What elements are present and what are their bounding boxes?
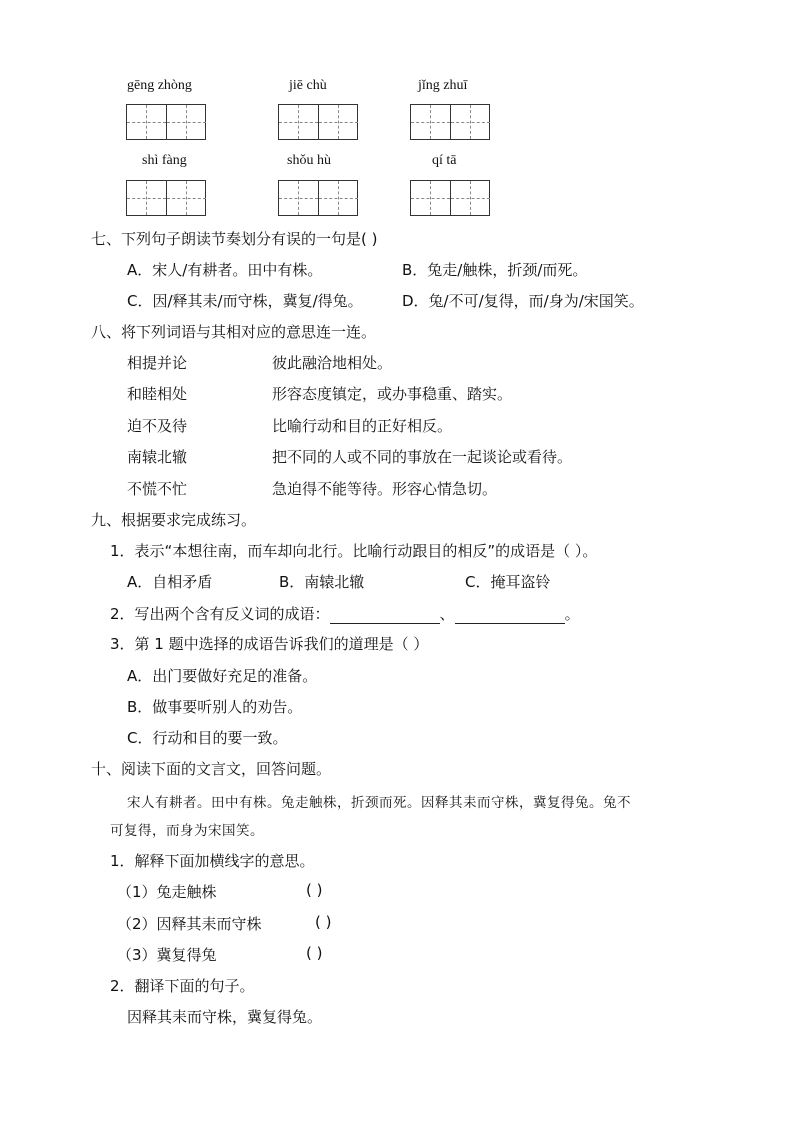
sub-question-2 — [110, 603, 580, 624]
question-title: 八、将下列词语与其相对应的意思连一连。 — [91, 323, 377, 341]
idiom-word[interactable]: 迫不及待 — [127, 417, 188, 435]
answer-paren[interactable]: ( ) — [315, 913, 332, 931]
idiom-word[interactable]: 和睦相处 — [127, 385, 188, 403]
idiom-meaning[interactable]: 急迫得不能等待。形容心情急切。 — [272, 480, 498, 498]
pinyin-label: jǐng zhuī — [418, 78, 468, 93]
answer-paren[interactable]: ( ) — [306, 944, 323, 962]
idiom-meaning[interactable]: 形容态度镇定，或办事稳重、踏实。 — [272, 385, 513, 403]
idiom-word[interactable]: 相提并论 — [127, 354, 188, 372]
idiom-meaning[interactable]: 比喻行动和目的正好相反。 — [272, 417, 453, 435]
answer-blank[interactable] — [330, 609, 440, 624]
option: C．掩耳盗铃 — [465, 573, 551, 591]
idiom-meaning[interactable]: 彼此融洽地相处。 — [272, 354, 393, 372]
pinyin-label: gēng zhòng — [127, 78, 192, 93]
idiom-word[interactable]: 南辕北辙 — [127, 448, 188, 466]
question-title: 十、阅读下面的文言文，回答问题。 — [91, 760, 332, 778]
sub-question-2-text: 2．写出两个含有反义词的成语： — [110, 605, 330, 623]
pinyin-label: qí tā — [432, 153, 457, 168]
option: C．行动和目的要一致。 — [127, 729, 288, 747]
idiom-word[interactable]: 不慌不忙 — [127, 480, 188, 498]
pinyin-label: shǒu hù — [287, 153, 331, 168]
sub-question-2: 2．翻译下面的句子。 — [110, 977, 255, 995]
option: B．做事要听别人的劝告。 — [127, 698, 303, 716]
item-label: （3）冀复得兔 — [117, 946, 217, 964]
option: B．兔走/触株，折颈/而死。 — [402, 261, 588, 279]
option: A．宋人/有耕者。田中有株。 — [127, 261, 323, 279]
question-title: 七、下列句子朗读节奏划分有误的一句是( ) — [91, 230, 378, 248]
item-label: （1）兔走触株 — [117, 883, 217, 901]
sub-question-1: 1．表示“本想往南，而车却向北行。比喻行动跟目的相反”的成语是（ ）。 — [110, 542, 598, 560]
option: B．南辕北辙 — [279, 573, 365, 591]
translate-sentence: 因释其耒而守株，冀复得兔。 — [127, 1008, 323, 1026]
answer-blank[interactable] — [455, 609, 565, 624]
passage-line: 宋人有耕者。田中有株。兔走触株，折颈而死。因释其耒而守株，冀复得兔。兔不 — [127, 795, 631, 811]
sub-question-1: 1．解释下面加横线字的意思。 — [110, 852, 315, 870]
option: C．因/释其耒/而守株，冀复/得兔。 — [127, 292, 363, 310]
pinyin-label: jiē chù — [289, 78, 327, 93]
end-mark: 。 — [564, 605, 580, 623]
writing-box[interactable] — [126, 180, 206, 216]
writing-box[interactable] — [278, 180, 358, 216]
option: D．兔/不可/复得，而/身为/宋国笑。 — [402, 292, 644, 310]
answer-paren[interactable]: ( ) — [306, 881, 323, 899]
writing-box[interactable] — [410, 104, 490, 140]
writing-box[interactable] — [278, 104, 358, 140]
idiom-meaning[interactable]: 把不同的人或不同的事放在一起谈论或看待。 — [272, 448, 573, 466]
option: A．自相矛盾 — [127, 573, 213, 591]
writing-box[interactable] — [410, 180, 490, 216]
question-title: 九、根据要求完成练习。 — [91, 511, 257, 529]
sub-question-3: 3．第 1 题中选择的成语告诉我们的道理是（ ） — [110, 635, 429, 653]
passage-line: 可复得，而身为宋国笑。 — [110, 823, 264, 839]
writing-box[interactable] — [126, 104, 206, 140]
separator: 、 — [439, 605, 455, 623]
option: A．出门要做好充足的准备。 — [127, 667, 318, 685]
item-label: （2）因释其耒而守株 — [117, 915, 262, 933]
pinyin-label: shì fàng — [142, 153, 187, 168]
